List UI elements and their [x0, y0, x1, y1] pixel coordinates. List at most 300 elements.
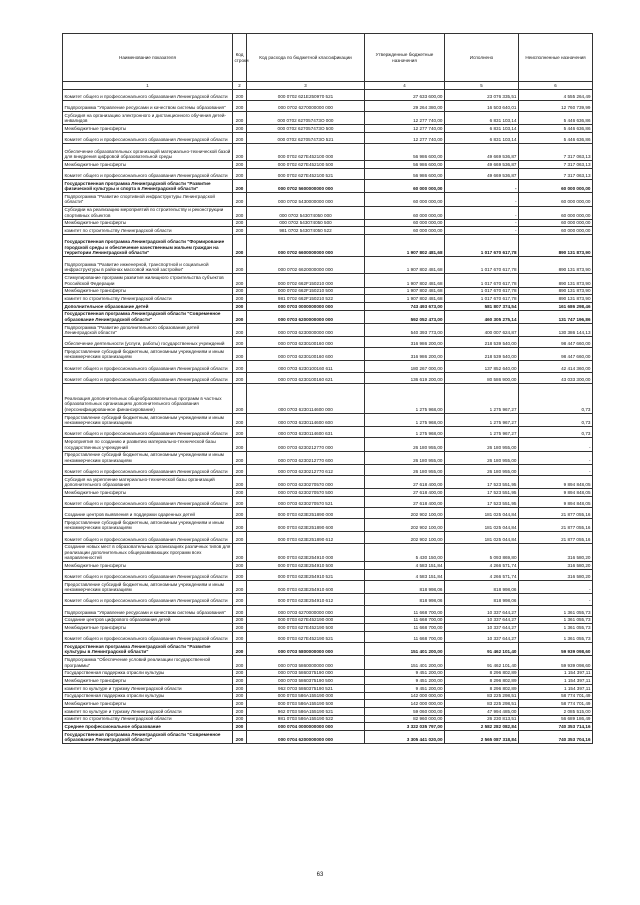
- table-row: [63, 708, 593, 716]
- cell-executed: 1 017 670 617,78: [445, 287, 519, 295]
- cell-indicator-name: Подпрограмма "Развитие дополнительного образования детей Ленинградской области": [63, 323, 233, 336]
- cell-unexecuted: 890 131 873,90: [519, 295, 593, 303]
- table-row: [63, 532, 593, 543]
- cell-line-code: 200: [233, 427, 247, 438]
- cell-line-code: 200: [233, 372, 247, 383]
- cell-indicator-name: Дополнительное образование детей: [63, 303, 233, 311]
- table-row: [63, 132, 593, 143]
- cell-unexecuted: 5 446 636,86: [519, 112, 593, 125]
- cell-line-code: 200: [233, 144, 247, 161]
- cell-unexecuted: 740 353 704,16: [519, 731, 593, 744]
- cell-executed: 818 998,06: [445, 581, 519, 594]
- cell-line-code: 200: [233, 295, 247, 303]
- cell-approved: 5 430 150,00: [365, 543, 445, 562]
- cell-unexecuted: 0,73: [519, 427, 593, 438]
- cell-approved: 136 619 200,00: [365, 372, 445, 383]
- cell-line-code: 200: [233, 532, 247, 543]
- cell-line-code: 200: [233, 581, 247, 594]
- cell-budget-code: 962 0703 586A155190 521: [247, 708, 365, 716]
- cell-approved: 11 668 700,00: [365, 632, 445, 643]
- cell-approved: 26 180 955,00: [365, 464, 445, 475]
- cell-indicator-name: Комитет общего и профессионального образования Ленинградской области: [63, 594, 233, 605]
- cell-indicator-name: Предоставление субсидий бюджетным, автономным учреждениям и иным некоммерческим организациям: [63, 348, 233, 361]
- cell-budget-code: 000 0702 5430000000 000: [247, 193, 365, 206]
- cell-approved: 27 618 400,00: [365, 475, 445, 488]
- cell-approved: 12 277 740,00: [365, 125, 445, 133]
- column-number: 6: [519, 82, 593, 89]
- cell-executed: 17 523 551,95: [445, 496, 519, 507]
- table-row: [63, 562, 593, 570]
- cell-budget-code: 000 0702 621Е250970 521: [247, 89, 365, 100]
- table-row: [63, 643, 593, 656]
- cell-indicator-name: комитет по культуре и туризму Ленинградской области: [63, 708, 233, 716]
- cell-approved: 59 060 000,00: [365, 708, 445, 716]
- table-row: [63, 569, 593, 580]
- cell-approved: 60 000 000,00: [365, 219, 445, 227]
- table-row: [63, 287, 593, 295]
- table-row: [63, 624, 593, 632]
- cell-executed: 26 180 955,00: [445, 464, 519, 475]
- cell-budget-code: 000 0703 6230114600 000: [247, 383, 365, 413]
- cell-approved: 26 180 955,00: [365, 438, 445, 451]
- header-indicator-name: Наименование показателя: [63, 34, 233, 82]
- cell-line-code: 200: [233, 700, 247, 708]
- cell-executed: 181 025 044,84: [445, 508, 519, 519]
- cell-budget-code: 000 0702 627Е452100 500: [247, 161, 365, 169]
- cell-unexecuted: 1 361 055,73: [519, 632, 593, 643]
- table-row: [63, 543, 593, 562]
- cell-unexecuted: 2 085 515,00: [519, 708, 593, 716]
- cell-line-code: 200: [233, 168, 247, 179]
- cell-line-code: 200: [233, 414, 247, 427]
- table-row: [63, 669, 593, 677]
- cell-unexecuted: 60 000 000,00: [519, 219, 593, 227]
- cell-line-code: 200: [233, 632, 247, 643]
- cell-indicator-name: Межбюджетные трансферты: [63, 219, 233, 227]
- cell-line-code: 200: [233, 508, 247, 519]
- cell-indicator-name: комитет по строительству Ленинградской области: [63, 715, 233, 723]
- cell-line-code: 200: [233, 519, 247, 532]
- cell-unexecuted: 59 939 098,60: [519, 656, 593, 669]
- table-row: [63, 144, 593, 161]
- cell-budget-code: 000 0703 5860000000 000: [247, 656, 365, 669]
- table-row: [63, 168, 593, 179]
- column-number: 3: [247, 82, 365, 89]
- cell-budget-code: 000 0702 662F150210 500: [247, 287, 365, 295]
- cell-approved: 12 277 740,00: [365, 132, 445, 143]
- table-row: [63, 206, 593, 219]
- table-row: [63, 383, 593, 413]
- cell-line-code: 200: [233, 180, 247, 193]
- cell-indicator-name: Комитет общего и профессионального образования Ленинградской области: [63, 632, 233, 643]
- cell-executed: 1 275 967,27: [445, 427, 519, 438]
- cell-indicator-name: Предоставление субсидий бюджетным, автономным учреждениям и иным некоммерческим организациям: [63, 519, 233, 532]
- cell-indicator-name: Обеспечение образовательных организаций материально-технической базой для внедрения цифровой образовательной среды: [63, 144, 233, 161]
- cell-executed: 6 831 103,14: [445, 112, 519, 125]
- cell-line-code: 200: [233, 669, 247, 677]
- cell-approved: 82 960 000,00: [365, 715, 445, 723]
- cell-executed: 1 275 967,27: [445, 414, 519, 427]
- cell-budget-code: 000 0703 6270000000 000: [247, 605, 365, 616]
- cell-executed: 49 669 536,87: [445, 168, 519, 179]
- cell-approved: 202 902 100,00: [365, 508, 445, 519]
- cell-budget-code: 000 0703 627Е452190 000: [247, 616, 365, 624]
- cell-approved: 1 907 802 481,68: [365, 295, 445, 303]
- cell-budget-code: 000 0703 6230114600 600: [247, 414, 365, 427]
- cell-indicator-name: Комитет общего и профессионального образования Ленинградской области: [63, 464, 233, 475]
- cell-approved: 9 451 200,00: [365, 677, 445, 685]
- cell-budget-code: 000 0702 543074050 000: [247, 206, 365, 219]
- table-row: [63, 274, 593, 287]
- cell-line-code: 200: [233, 219, 247, 227]
- cell-executed: 10 337 644,27: [445, 616, 519, 624]
- budget-execution-table: [62, 33, 593, 744]
- cell-executed: 26 230 813,51: [445, 715, 519, 723]
- cell-approved: 26 180 955,00: [365, 451, 445, 464]
- cell-unexecuted: 130 386 144,13: [519, 323, 593, 336]
- cell-indicator-name: Подпрограмма "Управление ресурсами и качеством системы образования": [63, 100, 233, 111]
- cell-executed: 400 007 624,87: [445, 323, 519, 336]
- cell-budget-code: 000 0702 6620000000 000: [247, 257, 365, 274]
- cell-line-code: 200: [233, 125, 247, 133]
- cell-line-code: 200: [233, 616, 247, 624]
- cell-unexecuted: 7 317 063,13: [519, 161, 593, 169]
- cell-approved: 11 668 700,00: [365, 624, 445, 632]
- cell-executed: 181 025 044,84: [445, 519, 519, 532]
- table-row: [63, 112, 593, 125]
- cell-executed: 16 503 640,01: [445, 100, 519, 111]
- table-row: [63, 180, 593, 193]
- cell-approved: 11 668 700,00: [365, 605, 445, 616]
- table-row: [63, 496, 593, 507]
- cell-approved: 4 583 151,84: [365, 569, 445, 580]
- cell-line-code: 200: [233, 323, 247, 336]
- table-row: [63, 372, 593, 383]
- cell-unexecuted: 58 774 701,49: [519, 692, 593, 700]
- cell-unexecuted: 9 894 848,05: [519, 496, 593, 507]
- cell-executed: -: [445, 219, 519, 227]
- cell-approved: 29 264 380,00: [365, 100, 445, 111]
- cell-executed: 8 296 802,89: [445, 669, 519, 677]
- cell-line-code: 200: [233, 723, 247, 731]
- cell-budget-code: 000 0704 0000000000 000: [247, 723, 365, 731]
- table-row: [63, 519, 593, 532]
- cell-indicator-name: Обеспечение деятельности (услуги, работы) государственных учреждений: [63, 337, 233, 348]
- table-row: [63, 235, 593, 257]
- cell-unexecuted: 740 353 714,16: [519, 723, 593, 731]
- cell-unexecuted: 131 747 196,86: [519, 310, 593, 323]
- cell-budget-code: 000 0703 6230212770 600: [247, 451, 365, 464]
- cell-unexecuted: 7 317 063,13: [519, 144, 593, 161]
- cell-budget-code: 000 0703 623Е254910 000: [247, 543, 365, 562]
- cell-budget-code: 000 0703 623Е254910 521: [247, 569, 365, 580]
- cell-budget-code: 981 0703 586A155190 522: [247, 715, 365, 723]
- cell-budget-code: 000 0703 623Е251890 612: [247, 532, 365, 543]
- cell-executed: 581 807 374,54: [445, 303, 519, 311]
- cell-line-code: 200: [233, 605, 247, 616]
- cell-approved: 1 907 802 481,68: [365, 287, 445, 295]
- header-executed: Исполнено: [445, 34, 519, 82]
- table-row: [63, 303, 593, 311]
- cell-indicator-name: Комитет общего и профессионального образования Ленинградской области: [63, 496, 233, 507]
- column-number-row: [63, 82, 593, 89]
- cell-indicator-name: Комитет общего и профессионального образования Ленинградской области: [63, 89, 233, 100]
- table-row: [63, 731, 593, 744]
- cell-unexecuted: 43 033 300,00: [519, 372, 593, 383]
- cell-budget-code: 000 0703 623Е254910 612: [247, 594, 365, 605]
- cell-budget-code: 000 0703 6230270570 500: [247, 489, 365, 497]
- cell-executed: 2 565 087 318,84: [445, 731, 519, 744]
- cell-unexecuted: 1 361 055,73: [519, 624, 593, 632]
- cell-indicator-name: Комитет общего и профессионального образования Ленинградской области: [63, 132, 233, 143]
- cell-indicator-name: Комитет общего и профессионального образования Ленинградской области: [63, 168, 233, 179]
- table-row: [63, 656, 593, 669]
- cell-budget-code: 000 0703 5800000000 000: [247, 643, 365, 656]
- cell-executed: 181 025 044,84: [445, 532, 519, 543]
- cell-executed: 91 462 101,40: [445, 656, 519, 669]
- cell-budget-code: 000 0702 6270000000 000: [247, 100, 365, 111]
- cell-indicator-name: Реализация дополнительных общеобразовательных программ в частных образовательных организациях дополнительного образования (персонифицированное финансирование): [63, 383, 233, 413]
- cell-line-code: 200: [233, 496, 247, 507]
- table-row: [63, 677, 593, 685]
- cell-line-code: 200: [233, 193, 247, 206]
- cell-indicator-name: Предоставление субсидий бюджетным, автономным учреждениям и иным некоммерческим организациям: [63, 581, 233, 594]
- table-row: [63, 323, 593, 336]
- header-unexecuted: Неисполненные назначения: [519, 34, 593, 82]
- cell-indicator-name: Межбюджетные трансферты: [63, 562, 233, 570]
- cell-indicator-name: Подпрограмма "Обеспечение условий реализации государственной программы": [63, 656, 233, 669]
- cell-line-code: 200: [233, 274, 247, 287]
- cell-executed: 80 586 900,00: [445, 372, 519, 383]
- cell-budget-code: 981 0702 662F150210 522: [247, 295, 365, 303]
- table-row: [63, 310, 593, 323]
- cell-unexecuted: 316 580,20: [519, 543, 593, 562]
- cell-budget-code: 000 0702 543074050 500: [247, 219, 365, 227]
- cell-line-code: 200: [233, 132, 247, 143]
- header-approved: Утвержденные бюджетные назначения: [365, 34, 445, 82]
- cell-unexecuted: 1 154 397,11: [519, 669, 593, 677]
- cell-unexecuted: 1 154 397,11: [519, 677, 593, 685]
- cell-unexecuted: 60 000 000,00: [519, 193, 593, 206]
- cell-executed: 1 017 670 617,78: [445, 235, 519, 257]
- cell-budget-code: 000 0703 5860375190 500: [247, 677, 365, 685]
- cell-indicator-name: Межбюджетные трансферты: [63, 161, 233, 169]
- cell-unexecuted: 890 131 873,90: [519, 274, 593, 287]
- cell-approved: 12 277 740,00: [365, 112, 445, 125]
- cell-approved: 60 000 000,00: [365, 206, 445, 219]
- cell-budget-code: 000 0703 623Е254910 500: [247, 562, 365, 570]
- cell-executed: 8 296 802,89: [445, 677, 519, 685]
- cell-unexecuted: 42 414 360,00: [519, 361, 593, 372]
- cell-indicator-name: Среднее профессиональное образование: [63, 723, 233, 731]
- cell-executed: 10 337 644,27: [445, 605, 519, 616]
- cell-unexecuted: 60 000 000,00: [519, 206, 593, 219]
- cell-unexecuted: 5 446 636,86: [519, 132, 593, 143]
- cell-executed: -: [445, 206, 519, 219]
- cell-budget-code: 000 0703 6230212770 612: [247, 464, 365, 475]
- cell-line-code: 200: [233, 656, 247, 669]
- cell-unexecuted: 7 317 063,13: [519, 168, 593, 179]
- cell-unexecuted: 890 131 873,90: [519, 257, 593, 274]
- cell-indicator-name: Комитет общего и профессионального образования Ленинградской области: [63, 569, 233, 580]
- cell-indicator-name: Государственная поддержка отрасли культуры: [63, 669, 233, 677]
- cell-executed: 23 076 335,51: [445, 89, 519, 100]
- table-row: [63, 723, 593, 731]
- table-row: [63, 489, 593, 497]
- table-row: [63, 193, 593, 206]
- column-number: 1: [63, 82, 233, 89]
- cell-line-code: 200: [233, 715, 247, 723]
- cell-unexecuted: 0,73: [519, 414, 593, 427]
- cell-line-code: 200: [233, 383, 247, 413]
- cell-budget-code: 000 0703 6230212770 000: [247, 438, 365, 451]
- cell-indicator-name: Мероприятия по созданию и развитию материально-технической базы государственных учреждений: [63, 438, 233, 451]
- cell-indicator-name: Комитет общего и профессионального образования Ленинградской области: [63, 372, 233, 383]
- cell-indicator-name: Комитет общего и профессионального образования Ленинградской области: [63, 427, 233, 438]
- cell-budget-code: 981 0702 543074050 522: [247, 227, 365, 235]
- cell-approved: 1 275 968,00: [365, 414, 445, 427]
- cell-budget-code: 000 0703 6230270570 000: [247, 475, 365, 488]
- cell-line-code: 200: [233, 206, 247, 219]
- cell-executed: 1 017 670 617,78: [445, 295, 519, 303]
- cell-budget-code: 000 0703 6230100160 611: [247, 361, 365, 372]
- cell-unexecuted: -: [519, 451, 593, 464]
- cell-unexecuted: 60 000 000,00: [519, 180, 593, 193]
- cell-line-code: 200: [233, 543, 247, 562]
- cell-line-code: 200: [233, 227, 247, 235]
- cell-approved: 9 451 200,00: [365, 669, 445, 677]
- cell-approved: 202 902 100,00: [365, 532, 445, 543]
- cell-approved: 180 267 000,00: [365, 361, 445, 372]
- table-row: [63, 227, 593, 235]
- cell-approved: 540 393 773,00: [365, 323, 445, 336]
- table-row: [63, 508, 593, 519]
- cell-approved: 151 401 200,00: [365, 643, 445, 656]
- cell-unexecuted: 56 689 186,49: [519, 715, 593, 723]
- cell-executed: 818 998,06: [445, 594, 519, 605]
- cell-budget-code: 000 0702 627057473О 521: [247, 132, 365, 143]
- cell-budget-code: 000 0703 0000000000 000: [247, 303, 365, 311]
- cell-line-code: 200: [233, 235, 247, 257]
- table-row: [63, 219, 593, 227]
- cell-approved: 1 907 802 481,68: [365, 257, 445, 274]
- cell-indicator-name: Предоставление субсидий бюджетным, автономным учреждениям и иным некоммерческим организациям: [63, 451, 233, 464]
- cell-budget-code: 962 0703 5860375190 521: [247, 685, 365, 693]
- cell-executed: 1 017 670 617,78: [445, 257, 519, 274]
- cell-indicator-name: Государственная программа Ленинградской области "Развитие культуры в Ленинградской области": [63, 643, 233, 656]
- cell-executed: 1 275 967,27: [445, 383, 519, 413]
- cell-line-code: 200: [233, 438, 247, 451]
- table-row: [63, 100, 593, 111]
- cell-approved: 142 000 000,00: [365, 700, 445, 708]
- cell-budget-code: 000 0703 623Е251890 000: [247, 508, 365, 519]
- cell-budget-code: 000 0703 623Е251890 600: [247, 519, 365, 532]
- cell-indicator-name: комитет по строительству Ленинградской области: [63, 227, 233, 235]
- table-row: [63, 161, 593, 169]
- column-number: 2: [233, 82, 247, 89]
- cell-unexecuted: 316 580,20: [519, 569, 593, 580]
- cell-indicator-name: комитет по строительству Ленинградской области: [63, 295, 233, 303]
- cell-unexecuted: 161 686 298,46: [519, 303, 593, 311]
- cell-line-code: 200: [233, 624, 247, 632]
- cell-line-code: 200: [233, 361, 247, 372]
- cell-executed: 6 831 103,14: [445, 125, 519, 133]
- cell-budget-code: 000 0703 6200000000 000: [247, 310, 365, 323]
- cell-approved: 3 305 441 020,00: [365, 731, 445, 744]
- cell-budget-code: 000 0704 6200000000 000: [247, 731, 365, 744]
- table-row: [63, 348, 593, 361]
- cell-unexecuted: 21 877 055,16: [519, 532, 593, 543]
- table-row: [63, 581, 593, 594]
- cell-budget-code: 000 0703 586A155190 000: [247, 692, 365, 700]
- table-row: [63, 414, 593, 427]
- cell-unexecuted: 4 555 264,49: [519, 89, 593, 100]
- cell-approved: 1 907 802 481,68: [365, 235, 445, 257]
- cell-budget-code: 000 0702 627057473О 000: [247, 112, 365, 125]
- cell-unexecuted: 9 894 848,05: [519, 475, 593, 488]
- cell-unexecuted: 21 877 055,16: [519, 519, 593, 532]
- cell-executed: 83 225 298,51: [445, 700, 519, 708]
- cell-indicator-name: Создание центров выявления и поддержки одаренных детей: [63, 508, 233, 519]
- cell-line-code: 200: [233, 643, 247, 656]
- table-row: [63, 337, 593, 348]
- cell-unexecuted: 0,73: [519, 383, 593, 413]
- cell-indicator-name: Создание центров цифрового образования детей: [63, 616, 233, 624]
- cell-budget-code: 000 0703 627Е452190 500: [247, 624, 365, 632]
- cell-unexecuted: 1 154 397,11: [519, 685, 593, 693]
- cell-indicator-name: Создание новых мест в образовательных организациях различных типов для реализации дополнительных общеразвивающих программ всех направленностей: [63, 543, 233, 562]
- table-row: [63, 632, 593, 643]
- cell-budget-code: 000 0703 6230114600 631: [247, 427, 365, 438]
- cell-line-code: 200: [233, 348, 247, 361]
- cell-approved: 56 986 600,00: [365, 161, 445, 169]
- cell-budget-code: 000 0702 5600000000 000: [247, 180, 365, 193]
- cell-line-code: 200: [233, 489, 247, 497]
- cell-budget-code: 000 0703 623Е254910 600: [247, 581, 365, 594]
- cell-budget-code: 000 0703 6230100160 000: [247, 337, 365, 348]
- header-budget-code: Код расхода по бюджетной классификации: [247, 34, 365, 82]
- cell-line-code: 200: [233, 112, 247, 125]
- cell-line-code: 200: [233, 731, 247, 744]
- cell-line-code: 200: [233, 464, 247, 475]
- cell-indicator-name: Межбюджетные трансферты: [63, 624, 233, 632]
- cell-approved: 1 275 968,00: [365, 383, 445, 413]
- cell-unexecuted: 59 939 098,60: [519, 643, 593, 656]
- cell-indicator-name: Межбюджетные трансферты: [63, 677, 233, 685]
- cell-executed: 460 305 275,14: [445, 310, 519, 323]
- cell-approved: 9 451 200,00: [365, 685, 445, 693]
- table-row: [63, 438, 593, 451]
- table-row: [63, 125, 593, 133]
- cell-indicator-name: Подпрограмма "Управление ресурсами и качеством системы образования": [63, 605, 233, 616]
- cell-indicator-name: Государственная программа Ленинградской области "Современное образование Ленинградской области": [63, 310, 233, 323]
- cell-line-code: 200: [233, 287, 247, 295]
- cell-line-code: 200: [233, 685, 247, 693]
- cell-line-code: 200: [233, 161, 247, 169]
- cell-unexecuted: -: [519, 594, 593, 605]
- cell-executed: 2 582 282 082,84: [445, 723, 519, 731]
- table-row: [63, 692, 593, 700]
- table-row: [63, 700, 593, 708]
- cell-executed: 218 539 540,00: [445, 348, 519, 361]
- cell-approved: 151 401 200,00: [365, 656, 445, 669]
- column-number: 5: [445, 82, 519, 89]
- cell-indicator-name: Межбюджетные трансферты: [63, 489, 233, 497]
- cell-approved: 27 618 400,00: [365, 496, 445, 507]
- cell-budget-code: 000 0703 6230270570 521: [247, 496, 365, 507]
- cell-executed: 47 994 485,00: [445, 708, 519, 716]
- cell-budget-code: 000 0702 662F150210 000: [247, 274, 365, 287]
